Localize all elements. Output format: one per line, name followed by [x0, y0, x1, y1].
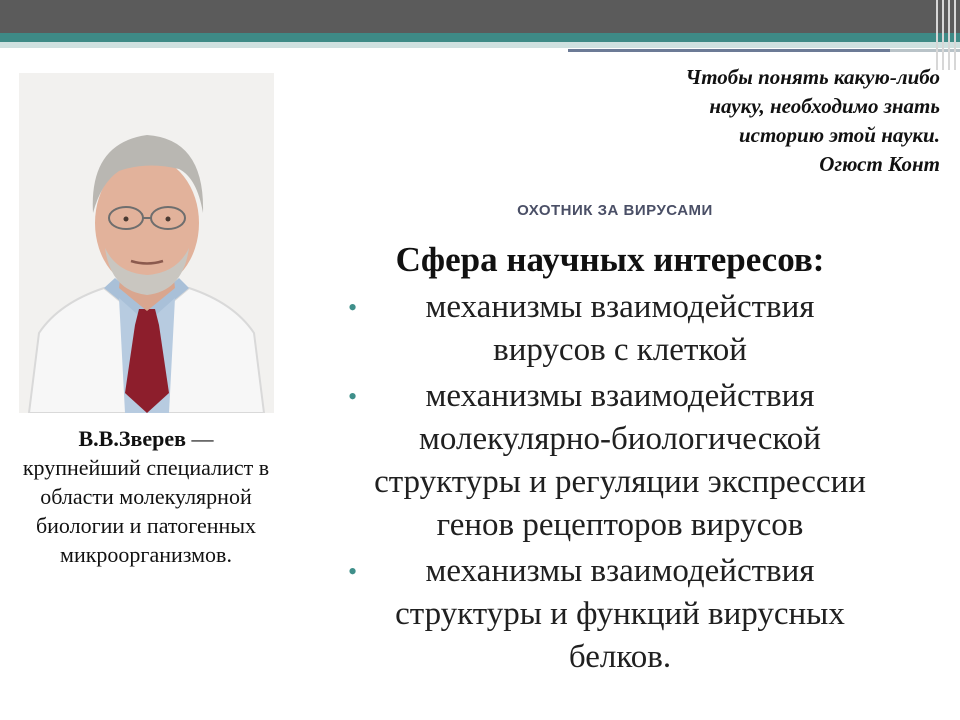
bullet-line: белков. — [568, 639, 672, 675]
bullet-line: вирусов с клеткой — [493, 332, 747, 368]
list-item — [300, 550, 940, 679]
bullet-line: механизмы взаимодействия — [425, 553, 815, 589]
corner-stripes — [930, 0, 960, 70]
quote-line: историю этой науки. — [738, 123, 940, 147]
slide-subtitle: ОХОТНИК ЗА ВИРУСАМИ — [517, 202, 713, 219]
interests-list — [300, 286, 940, 682]
person-portrait-icon — [19, 73, 274, 413]
portrait-caption — [20, 424, 272, 569]
bullet-line: механизмы взаимодействия — [425, 378, 815, 414]
top-dark-bar — [0, 0, 960, 33]
bullet-icon: • — [348, 382, 358, 411]
bullet-line: механизмы взаимодействия — [425, 289, 815, 325]
interests-heading: Сфера научных интересов: — [395, 240, 825, 279]
top-light-bar — [0, 42, 960, 48]
bullet-line: молекулярно-биологической — [419, 421, 821, 457]
list-item — [300, 286, 940, 372]
portrait-photo — [19, 73, 274, 413]
epigraph-quote — [520, 63, 940, 179]
top-thin-bar — [568, 49, 890, 52]
bullet-icon: • — [348, 293, 358, 322]
bullet-line: структуры и функций вирусных — [395, 596, 845, 632]
bullet-icon: • — [348, 557, 358, 586]
bullet-line: структуры и регуляции экспрессии — [374, 464, 866, 500]
caption-text: — крупнейший специалист в области молекулярной биологии и патогенных микроорганизмов. — [22, 426, 270, 567]
top-teal-bar — [0, 33, 960, 42]
caption-name: В.В.Зверев — [78, 426, 186, 451]
list-item — [300, 375, 940, 547]
quote-author: Огюст Конт — [819, 152, 940, 176]
quote-line: Чтобы понять какую-либо — [685, 65, 940, 89]
quote-line: науку, необходимо знать — [709, 94, 940, 118]
bullet-line: генов рецепторов вирусов — [436, 507, 804, 543]
